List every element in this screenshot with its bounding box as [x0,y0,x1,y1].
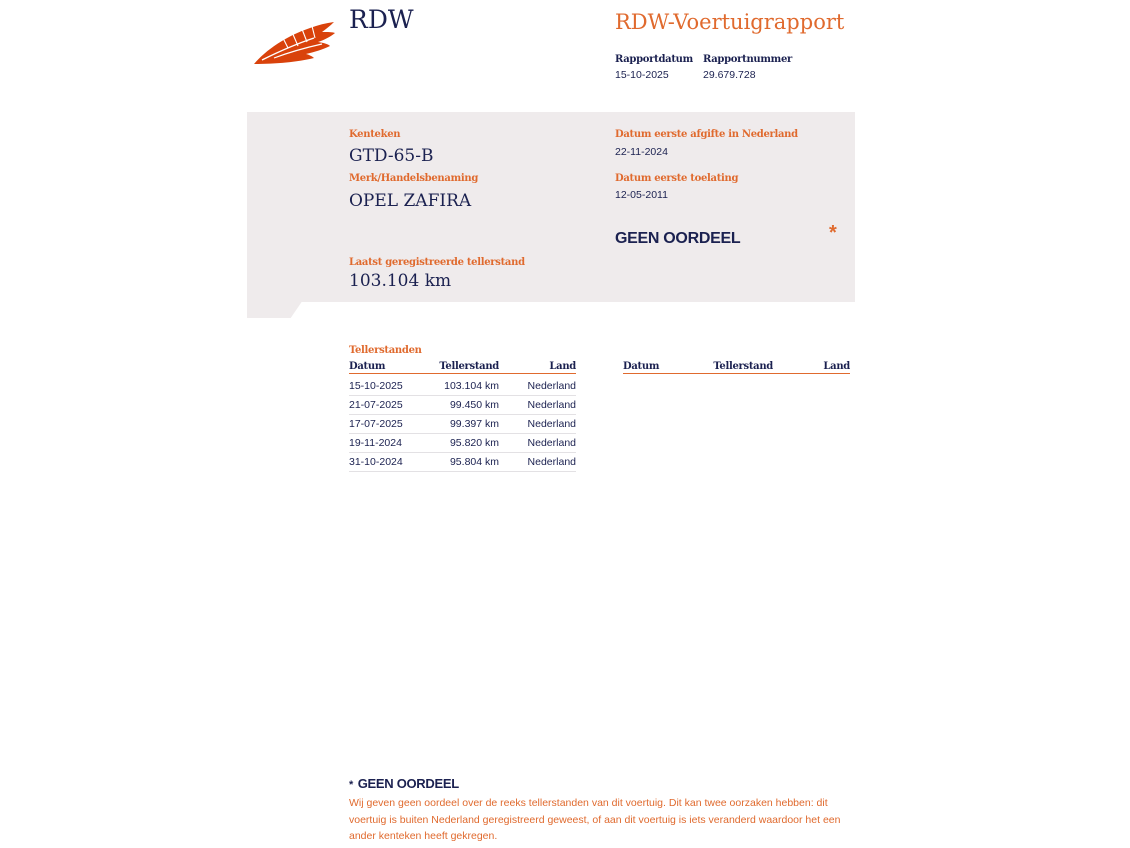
vehicle-info-panel [247,112,855,302]
rdw-logo-icon [252,20,338,68]
column-header-country: Land [773,361,850,374]
footnote-asterisk: * [349,779,354,791]
reading-country: Nederland [499,374,576,396]
reading-date: 31-10-2024 [349,453,419,472]
reading-country: Nederland [499,453,576,472]
last-odometer-value: 103.104 km [349,271,452,291]
table-row [349,434,576,453]
reading-value: 99.397 km [419,415,499,434]
plate-value: GTD-65-B [349,146,434,166]
report-number-label: Rapportnummer [703,54,792,65]
report-title: RDW-Voertuigrapport [615,10,845,34]
table-row [349,453,576,472]
panel-tab-decoration [247,300,303,318]
reading-value: 95.820 km [419,434,499,453]
first-admission-label: Datum eerste toelating [615,173,739,184]
table-header-row [349,361,576,374]
column-header-date: Datum [349,361,419,374]
column-header-country: Land [499,361,576,374]
table-row [349,415,576,434]
footnote-text: Wij geven geen oordeel over de reeks tellerstanden van dit voertuig. Dit kan twee oorzaken hebben: dit voertuig is buiten Nederland geregistreerd geweest, of aan dit voertuig is iets veranderd waardoor het een ander kenteken heeft gekregen. [349,797,841,842]
reading-date: 15-10-2025 [349,374,419,396]
reading-date: 21-07-2025 [349,396,419,415]
table-row [349,396,576,415]
first-issue-nl-label: Datum eerste afgifte in Nederland [615,129,798,140]
footnote-heading [349,775,459,793]
last-odometer-label: Laatst geregistreerde tellerstand [349,257,525,268]
column-header-reading: Tellerstand [419,361,499,374]
reading-country: Nederland [499,434,576,453]
report-date-value: 15-10-2025 [615,69,669,81]
report-number-value: 29.679.728 [703,69,756,81]
readings-table-left [349,361,576,472]
reading-date: 17-07-2025 [349,415,419,434]
table-header-row [623,361,850,374]
reading-value: 99.450 km [419,396,499,415]
report-date-label: Rapportdatum [615,54,693,65]
brand-name: RDW [349,5,414,34]
first-issue-nl-value: 22-11-2024 [615,146,668,158]
make-label: Merk/Handelsbenaming [349,173,479,184]
first-admission-value: 12-05-2011 [615,189,668,201]
plate-label: Kenteken [349,129,401,140]
reading-value: 103.104 km [419,374,499,396]
verdict-text: GEEN OORDEEL [615,230,741,247]
make-value: OPEL ZAFIRA [349,191,472,211]
verdict-asterisk: * [829,222,837,244]
readings-table-right [623,361,850,374]
footnote-title: GEEN OORDEEL [357,776,459,791]
column-header-date: Datum [623,361,693,374]
readings-section-title: Tellerstanden [349,345,422,356]
reading-value: 95.804 km [419,453,499,472]
table-row [349,374,576,396]
reading-date: 19-11-2024 [349,434,419,453]
reading-country: Nederland [499,415,576,434]
column-header-reading: Tellerstand [693,361,773,374]
reading-country: Nederland [499,396,576,415]
